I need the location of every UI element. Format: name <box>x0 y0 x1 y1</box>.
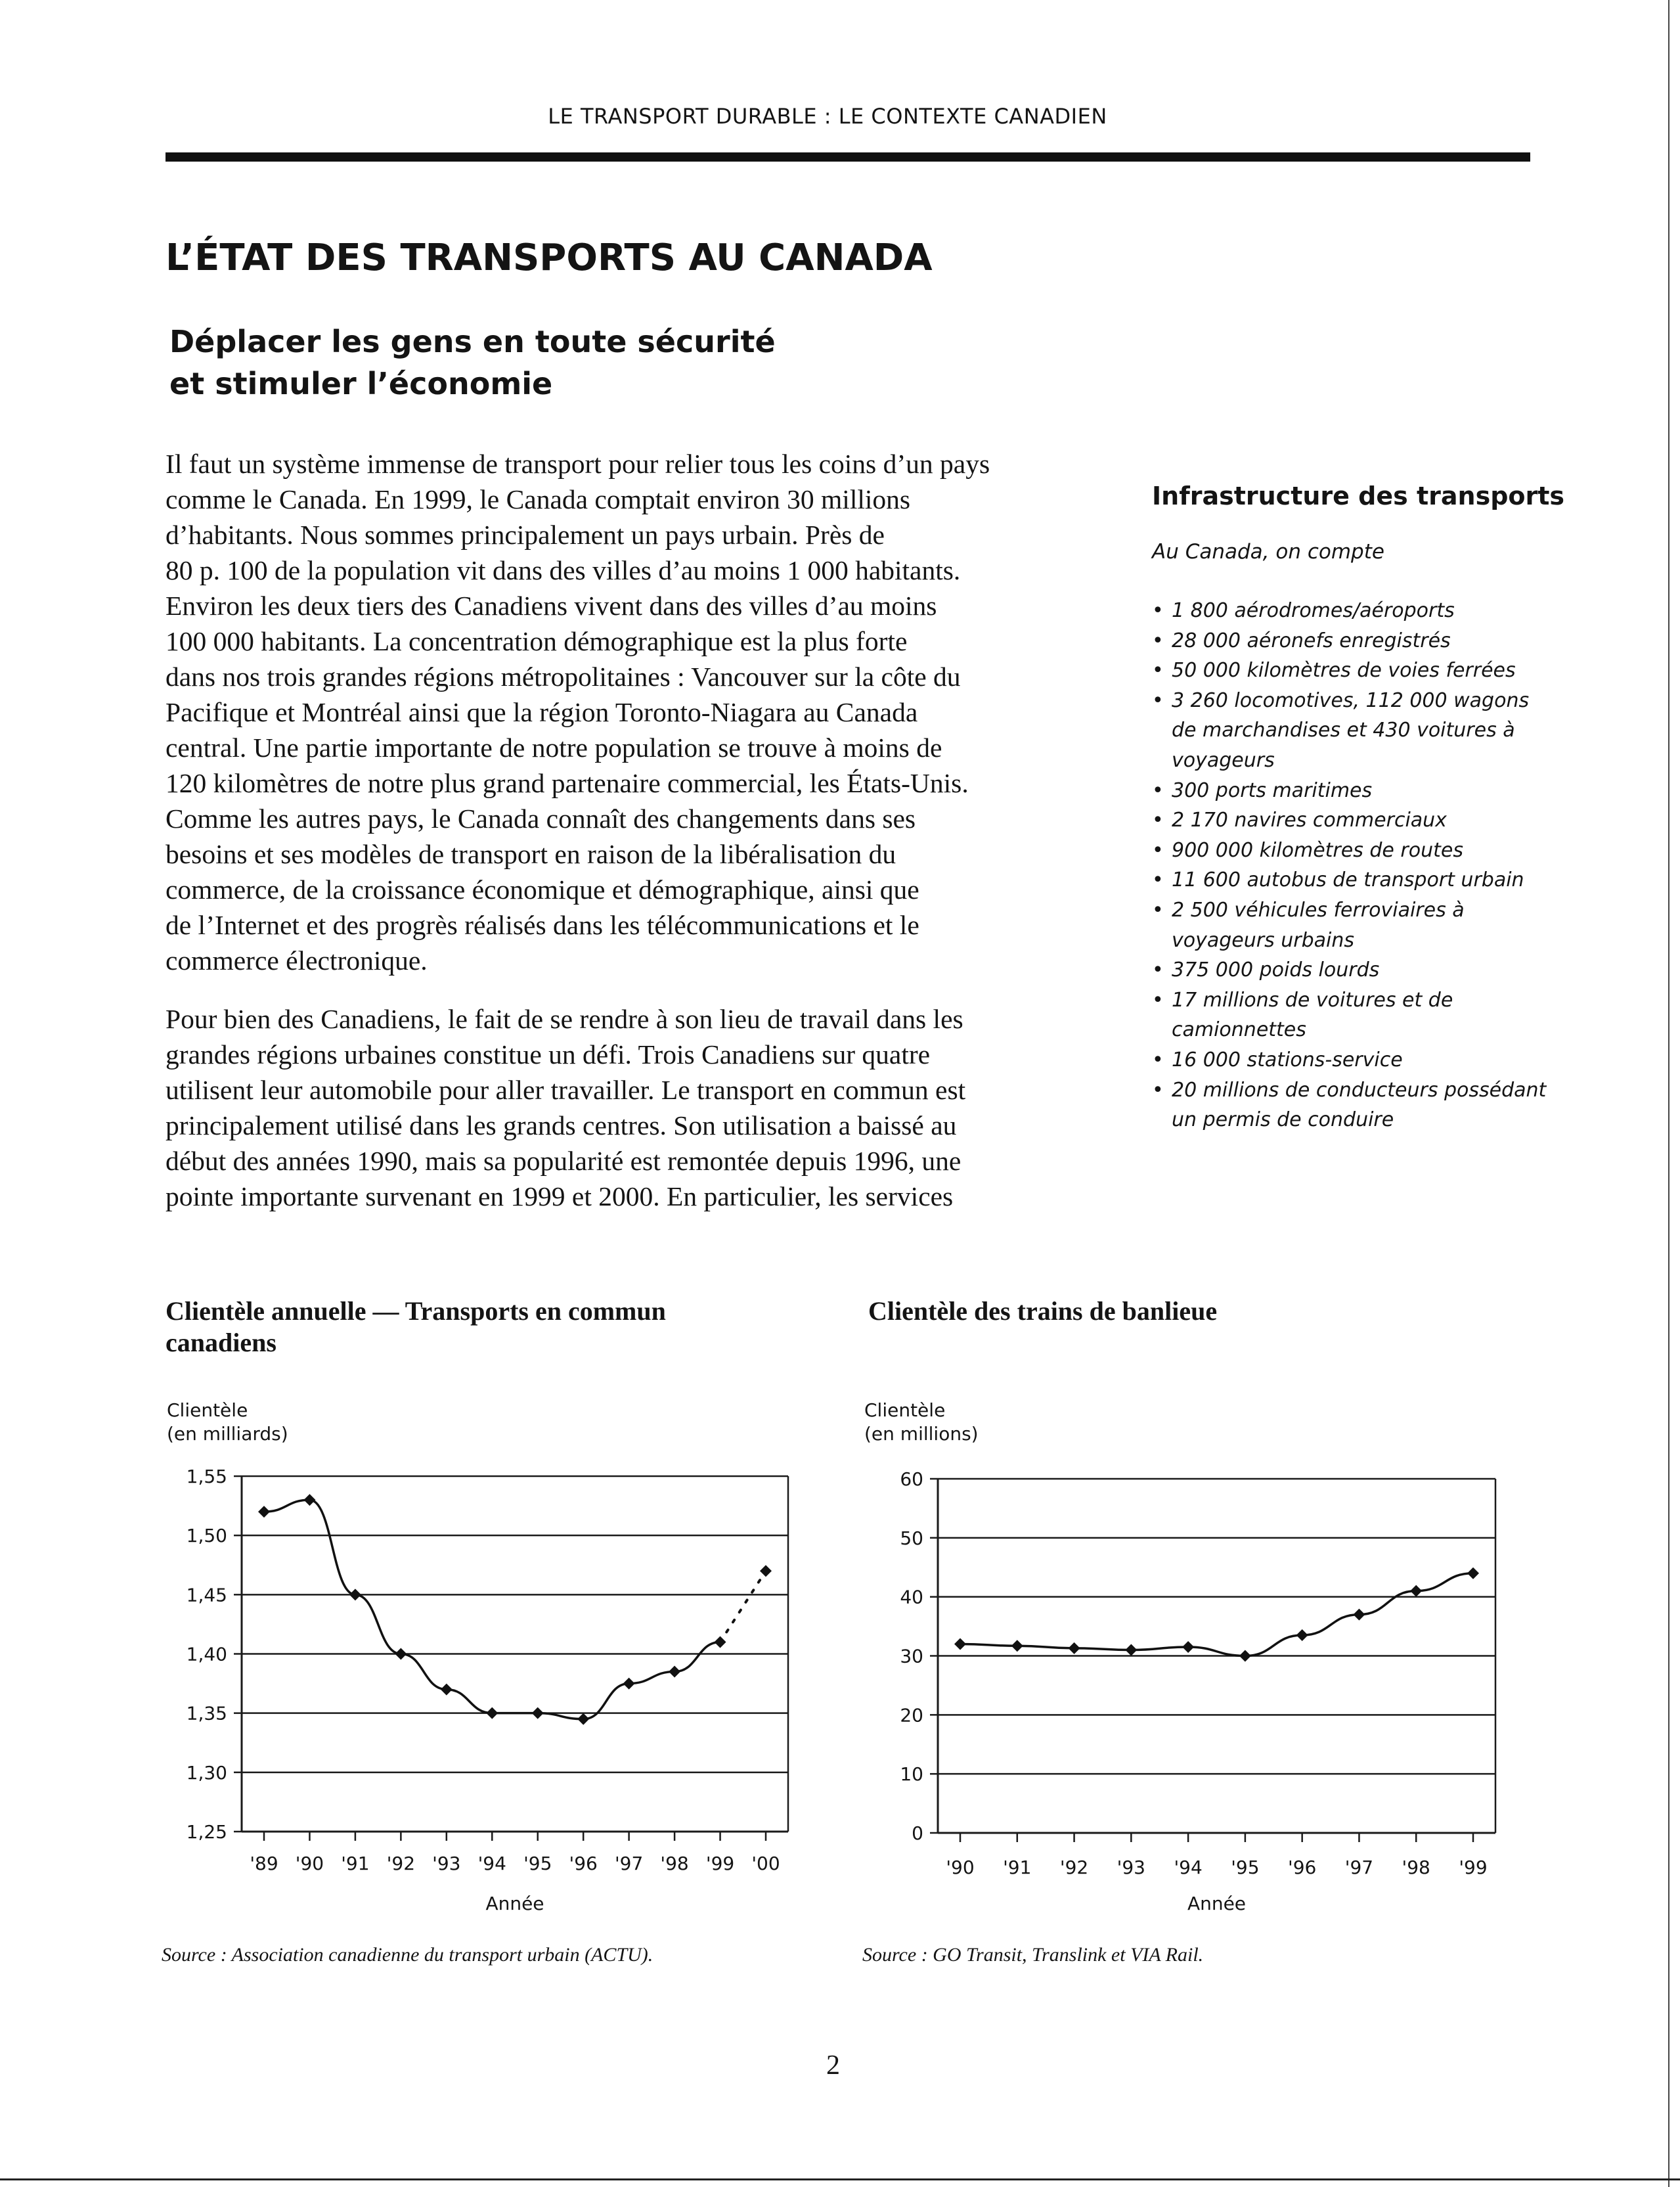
y-tick-label: 20 <box>900 1704 923 1726</box>
x-tick-label: '91 <box>341 1853 370 1874</box>
x-tick-label: '98 <box>660 1853 689 1874</box>
data-point <box>1296 1629 1308 1641</box>
text-line: de l’Internet et des progrès réalisés dans les télécommunications et le <box>166 910 919 940</box>
y-tick-label: 10 <box>900 1763 923 1786</box>
chart2-title-line: Clientèle des trains de banlieue <box>868 1296 1218 1326</box>
x-tick-label: '95 <box>523 1853 552 1874</box>
sidebar-item-line: voyageurs urbains <box>1172 928 1355 952</box>
x-tick-label: '97 <box>1344 1857 1374 1878</box>
scan-edge-line <box>1668 0 1669 2187</box>
text-line: commerce électronique. <box>166 945 428 976</box>
y-tick-label: 30 <box>900 1645 923 1667</box>
data-point <box>954 1638 966 1650</box>
chart1-title-line: Clientèle annuelle — Transports en commun <box>166 1296 666 1326</box>
y-tick-label: 1,30 <box>186 1761 227 1784</box>
y-tick-label: 1,25 <box>186 1821 227 1843</box>
y-tick-label: 1,40 <box>186 1643 227 1665</box>
x-axis-label: Année <box>1187 1893 1247 1914</box>
x-tick-label: '97 <box>614 1853 644 1874</box>
text-line: début des années 1990, mais sa popularité est remontée depuis 1996, une <box>166 1146 962 1176</box>
text-line: commerce, de la croissance économique et démographique, ainsi que <box>166 874 919 905</box>
x-tick-label: '96 <box>1288 1857 1317 1878</box>
x-tick-label: '96 <box>569 1853 598 1874</box>
subtitle-line: Déplacer les gens en toute sécurité <box>169 324 776 359</box>
x-tick-label: '99 <box>1459 1857 1488 1878</box>
x-tick-label: '89 <box>250 1853 278 1874</box>
x-axis-label: Année <box>485 1893 544 1914</box>
y-tick-label: 1,35 <box>186 1702 227 1725</box>
text-line: pointe importante survenant en 1999 et 2000. En particulier, les services <box>166 1181 954 1211</box>
x-tick-label: '91 <box>1003 1857 1032 1878</box>
sidebar-item-line: • 50 000 kilomètres de voies ferrées <box>1172 659 1516 683</box>
text-line: Pacifique et Montréal ainsi que la région Toronto-Niagara au Canada <box>166 697 918 727</box>
text-line: 100 000 habitants. La concentration démographique est la plus forte <box>166 626 908 656</box>
x-tick-label: '93 <box>432 1853 461 1874</box>
x-tick-label: '95 <box>1231 1857 1260 1878</box>
x-tick-label: '99 <box>705 1853 735 1874</box>
x-tick-label: '92 <box>1059 1857 1089 1878</box>
chart2-source: Source : GO Transit, Translink et VIA Rail. <box>862 1944 1204 1966</box>
sidebar-item-line: • 300 ports maritimes <box>1172 778 1373 802</box>
data-point <box>1353 1609 1365 1621</box>
data-point <box>1239 1650 1251 1662</box>
text-line: Comme les autres pays, le Canada connaît des changements dans ses <box>166 803 916 834</box>
x-tick-label: '93 <box>1116 1857 1145 1878</box>
sidebar-item-line: de marchandises et 430 voitures à <box>1172 719 1515 742</box>
data-point <box>1467 1567 1479 1579</box>
text-line: principalement utilisé dans les grands centres. Son utilisation a baissé au <box>166 1110 957 1140</box>
text-line: central. Une partie importante de notre population se trouve à moins de <box>166 733 942 763</box>
sidebar-item-line: • 2 170 navires commerciaux <box>1172 809 1447 832</box>
text-line: 80 p. 100 de la population vit dans des villes d’au moins 1 000 habitants. <box>166 555 961 585</box>
data-point <box>1011 1640 1023 1652</box>
chart1-title-line: canadiens <box>166 1328 276 1357</box>
sidebar-item-line: camionnettes <box>1172 1018 1306 1042</box>
scan-bottom-line <box>0 2178 1680 2180</box>
y-axis-label: (en millions) <box>864 1423 979 1445</box>
sidebar-item-line: • 2 500 véhicules ferroviaires à <box>1172 898 1465 922</box>
text-line: utilisent leur automobile pour aller travailler. Le transport en commun est <box>166 1075 966 1105</box>
page-number: 2 <box>826 2050 840 2081</box>
y-tick-label: 0 <box>912 1822 923 1844</box>
x-tick-label: '00 <box>751 1853 780 1874</box>
text-line: dans nos trois grandes régions métropolitaines : Vancouver sur la côte du <box>166 662 961 692</box>
y-axis-label: Clientèle <box>167 1399 248 1421</box>
data-point <box>1125 1644 1137 1656</box>
chart1-source: Source : Association canadienne du transport urbain (ACTU). <box>162 1944 653 1966</box>
sidebar-item-line: • 1 800 aérodromes/aéroports <box>1172 599 1455 622</box>
y-axis-label: (en milliards) <box>167 1423 288 1445</box>
sidebar-intro: Au Canada, on compte <box>1152 540 1384 564</box>
x-tick-label: '94 <box>1174 1857 1203 1878</box>
text-line: besoins et ses modèles de transport en raison de la libéralisation du <box>166 839 896 869</box>
text-line: Environ les deux tiers des Canadiens vivent dans des villes d’au moins <box>166 591 937 621</box>
x-tick-label: '90 <box>946 1857 975 1878</box>
sidebar-item-line: • 375 000 poids lourds <box>1172 958 1380 982</box>
sidebar-item-line: voyageurs <box>1172 748 1275 772</box>
sidebar-item-line: • 20 millions de conducteurs possédant <box>1172 1078 1547 1102</box>
x-tick-label: '98 <box>1402 1857 1430 1878</box>
text-line: grandes régions urbaines constitue un défi. Trois Canadiens sur quatre <box>166 1039 931 1070</box>
running-header: LE TRANSPORT DURABLE : LE CONTEXTE CANADIEN <box>548 104 1107 129</box>
sidebar-item-line: • 16 000 stations-service <box>1172 1048 1403 1071</box>
data-point <box>1410 1585 1422 1597</box>
sidebar-item-line: • 11 600 autobus de transport urbain <box>1172 868 1524 892</box>
y-tick-label: 50 <box>900 1527 923 1549</box>
y-tick-label: 1,45 <box>186 1584 227 1606</box>
data-point <box>1182 1641 1194 1653</box>
y-tick-label: 60 <box>900 1468 923 1490</box>
page-title: L’ÉTAT DES TRANSPORTS AU CANADA <box>166 237 933 279</box>
x-tick-label: '94 <box>477 1853 506 1874</box>
x-tick-label: '92 <box>386 1853 416 1874</box>
data-point <box>1069 1642 1080 1654</box>
sidebar-item-line: • 900 000 kilomètres de routes <box>1172 838 1463 862</box>
text-line: Il faut un système immense de transport pour relier tous les coins d’un pays <box>166 449 990 479</box>
series-line <box>960 1573 1473 1656</box>
sidebar-item-line: • 28 000 aéronefs enregistrés <box>1172 629 1451 652</box>
text-line: Pour bien des Canadiens, le fait de se rendre à son lieu de travail dans les <box>166 1004 963 1034</box>
y-tick-label: 1,50 <box>186 1525 227 1547</box>
text-line: d’habitants. Nous sommes principalement un pays urbain. Près de <box>166 520 885 550</box>
sidebar-item-line: • 17 millions de voitures et de <box>1172 988 1453 1012</box>
text-line: comme le Canada. En 1999, le Canada comptait environ 30 millions <box>166 484 911 514</box>
subtitle-line: et stimuler l’économie <box>169 366 553 401</box>
text-line: 120 kilomètres de notre plus grand partenaire commercial, les États-Unis. <box>166 768 969 798</box>
y-tick-label: 40 <box>900 1586 923 1608</box>
sidebar-title: Infrastructure des transports <box>1152 482 1565 510</box>
y-tick-label: 1,55 <box>186 1466 227 1487</box>
x-tick-label: '90 <box>295 1853 324 1874</box>
sidebar-item-line: un permis de conduire <box>1172 1108 1394 1132</box>
y-axis-label: Clientèle <box>864 1399 946 1421</box>
sidebar-item-line: • 3 260 locomotives, 112 000 wagons <box>1172 688 1530 712</box>
